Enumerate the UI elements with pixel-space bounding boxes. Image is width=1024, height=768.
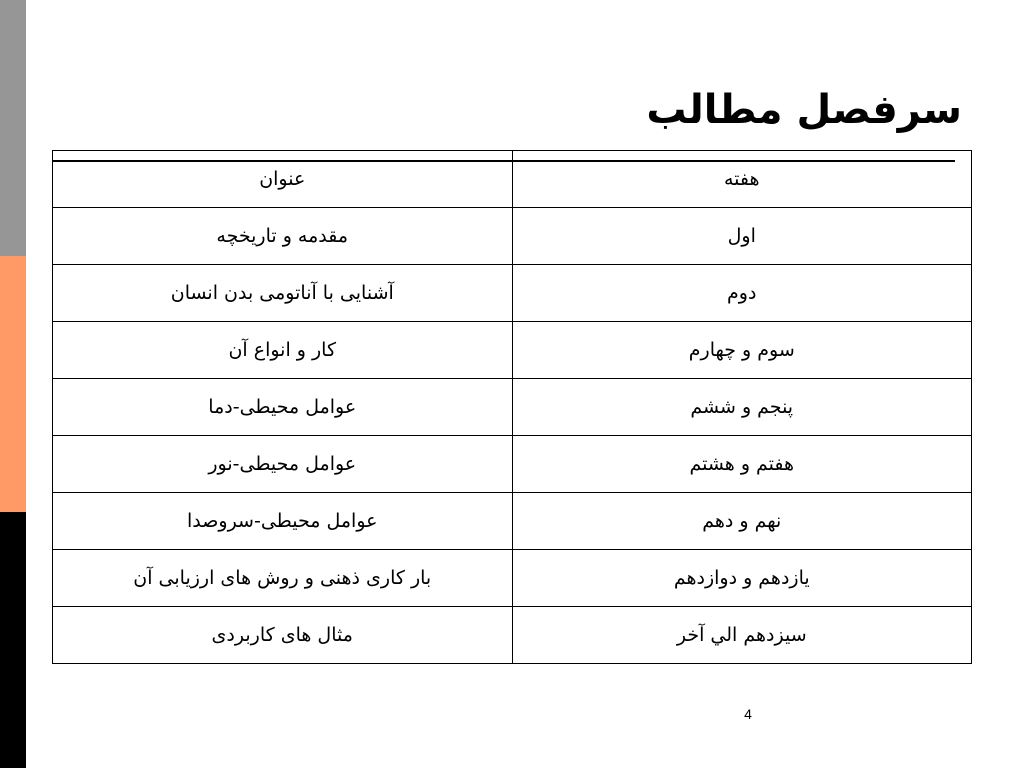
cell-topic: عوامل محیطی-دما	[53, 379, 513, 436]
cell-week: پنجم و ششم	[512, 379, 972, 436]
page-number: 4	[744, 706, 752, 722]
table-row	[53, 265, 972, 322]
table-row	[53, 322, 972, 379]
cell-week: هفتم و هشتم	[512, 436, 972, 493]
table-row	[53, 493, 972, 550]
cell-week: یازدهم و دوازدهم	[512, 550, 972, 607]
table-row	[53, 208, 972, 265]
title-divider	[53, 160, 955, 162]
cell-topic: آشنایی با آناتومی بدن انسان	[53, 265, 513, 322]
cell-topic: بار کاری ذهنی و روش های ارزیابی آن	[53, 550, 513, 607]
cell-topic: کار و انواع آن	[53, 322, 513, 379]
header-topic: عنوان	[53, 151, 513, 208]
header-week: هفته	[512, 151, 972, 208]
table-row	[53, 607, 972, 664]
side-bar-black	[0, 512, 26, 768]
side-bar-gray	[0, 0, 26, 256]
table-row	[53, 379, 972, 436]
cell-week: نهم و دهم	[512, 493, 972, 550]
cell-topic: مثال های کاربردی	[53, 607, 513, 664]
cell-week: اول	[512, 208, 972, 265]
cell-week: دوم	[512, 265, 972, 322]
syllabus-table	[52, 150, 972, 664]
cell-topic: مقدمه و تاریخچه	[53, 208, 513, 265]
side-bar-orange	[0, 256, 26, 512]
table-row	[53, 436, 972, 493]
slide-title: سرفصل مطالب	[646, 87, 962, 133]
cell-topic: عوامل محیطی-نور	[53, 436, 513, 493]
cell-week: سیزدهم الي آخر	[512, 607, 972, 664]
cell-topic: عوامل محیطی-سروصدا	[53, 493, 513, 550]
table-row	[53, 550, 972, 607]
cell-week: سوم و چهارم	[512, 322, 972, 379]
